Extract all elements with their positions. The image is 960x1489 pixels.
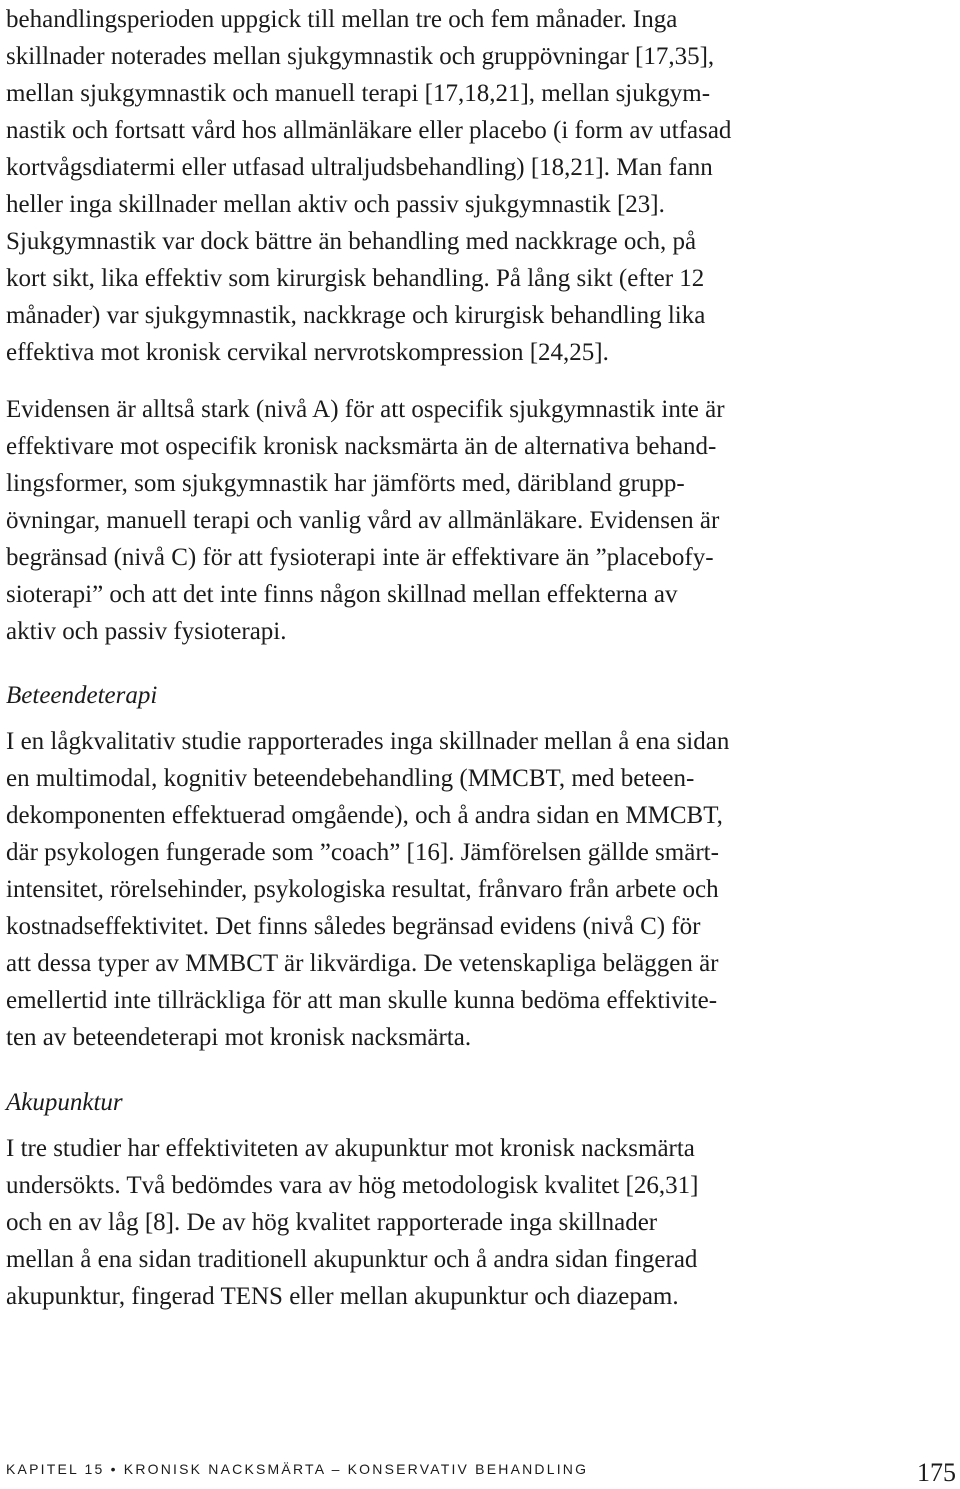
text-line: och en av låg [8]. De av hög kvalitet rapporterade inga skillnader	[6, 1209, 658, 1236]
text-line: månader) var sjukgymnastik, nackkrage och kirurgisk behandling lika	[6, 302, 706, 329]
text-line: sioterapi” och att det inte finns någon skillnad mellan effekterna av	[6, 581, 678, 608]
text-line: kort sikt, lika effektiv som kirurgisk behandling. På lång sikt (efter 12	[6, 265, 705, 292]
text-line: ten av beteendeterapi mot kronisk nacksmärta.	[6, 1024, 472, 1051]
paragraph-akupunktur	[6, 1130, 698, 1315]
text-line: nastik och fortsatt vård hos allmänläkare eller placebo (i form av utfasad	[6, 117, 732, 144]
text-line: behandlingsperioden uppgick till mellan tre och fem månader. Inga	[6, 6, 678, 33]
section-heading-beteendeterapi: Beteendeterapi	[6, 682, 158, 709]
text-line: intensitet, rörelsehinder, psykologiska resultat, frånvaro från arbete och	[6, 876, 719, 903]
page-number: 175	[917, 1458, 956, 1487]
text-line: lingsformer, som sjukgymnastik har jämförts med, däribland grupp-	[6, 470, 685, 497]
text-line: begränsad (nivå C) för att fysioterapi inte är effektivare än ”placebofy-	[6, 544, 714, 571]
running-footer: KAPITEL 15 • KRONISK NACKSMÄRTA – KONSERVATIV BEHANDLING	[6, 1461, 589, 1477]
text-line: akupunktur, fingerad TENS eller mellan akupunktur och diazepam.	[6, 1283, 679, 1310]
text-line: mellan sjukgymnastik och manuell terapi [17,18,21], mellan sjukgym-	[6, 80, 711, 107]
text-line: där psykologen fungerade som ”coach” [16]. Jämförelsen gällde smärt-	[6, 839, 719, 866]
text-line: att dessa typer av MMBCT är likvärdiga. De vetenskapliga beläggen är	[6, 950, 719, 977]
text-line: effektiva mot kronisk cervikal nervrotskompression [24,25].	[6, 339, 609, 366]
text-line: emellertid inte tillräckliga för att man skulle kunna bedöma effektivite-	[6, 987, 718, 1014]
text-line: aktiv och passiv fysioterapi.	[6, 618, 287, 645]
text-line: I tre studier har effektiviteten av akupunktur mot kronisk nacksmärta	[6, 1135, 695, 1162]
text-line: skillnader noterades mellan sjukgymnastik och gruppövningar [17,35],	[6, 43, 715, 70]
text-line: en multimodal, kognitiv beteendebehandling (MMCBT, med beteen-	[6, 765, 695, 792]
text-line: I en lågkvalitativ studie rapporterades inga skillnader mellan å ena sidan	[6, 728, 730, 755]
text-line: effektivare mot ospecifik kronisk nacksmärta än de alternativa behand-	[6, 433, 717, 460]
paragraph-evidence-summary	[6, 391, 725, 650]
text-line: kortvågsdiatermi eller utfasad ultraljudsbehandling) [18,21]. Man fann	[6, 154, 713, 181]
text-line: mellan å ena sidan traditionell akupunktur och å andra sidan fingerad	[6, 1246, 698, 1273]
section-heading-akupunktur: Akupunktur	[6, 1089, 123, 1116]
text-line: dekomponenten effektuerad omgående), och å andra sidan en MMCBT,	[6, 802, 723, 829]
text-line: heller inga skillnader mellan aktiv och passiv sjukgymnastik [23].	[6, 191, 665, 218]
text-line: Evidensen är alltså stark (nivå A) för att ospecifik sjukgymnastik inte är	[6, 396, 725, 423]
text-line: Sjukgymnastik var dock bättre än behandling med nackkrage och, på	[6, 228, 697, 255]
text-line: kostnadseffektivitet. Det finns således begränsad evidens (nivå C) för	[6, 913, 701, 940]
paragraph-sjukgymnastik-results	[6, 1, 731, 371]
text-line: övningar, manuell terapi och vanlig vård av allmänläkare. Evidensen är	[6, 507, 720, 534]
text-line: undersökts. Två bedömdes vara av hög metodologisk kvalitet [26,31]	[6, 1172, 699, 1199]
paragraph-beteendeterapi	[6, 723, 729, 1056]
